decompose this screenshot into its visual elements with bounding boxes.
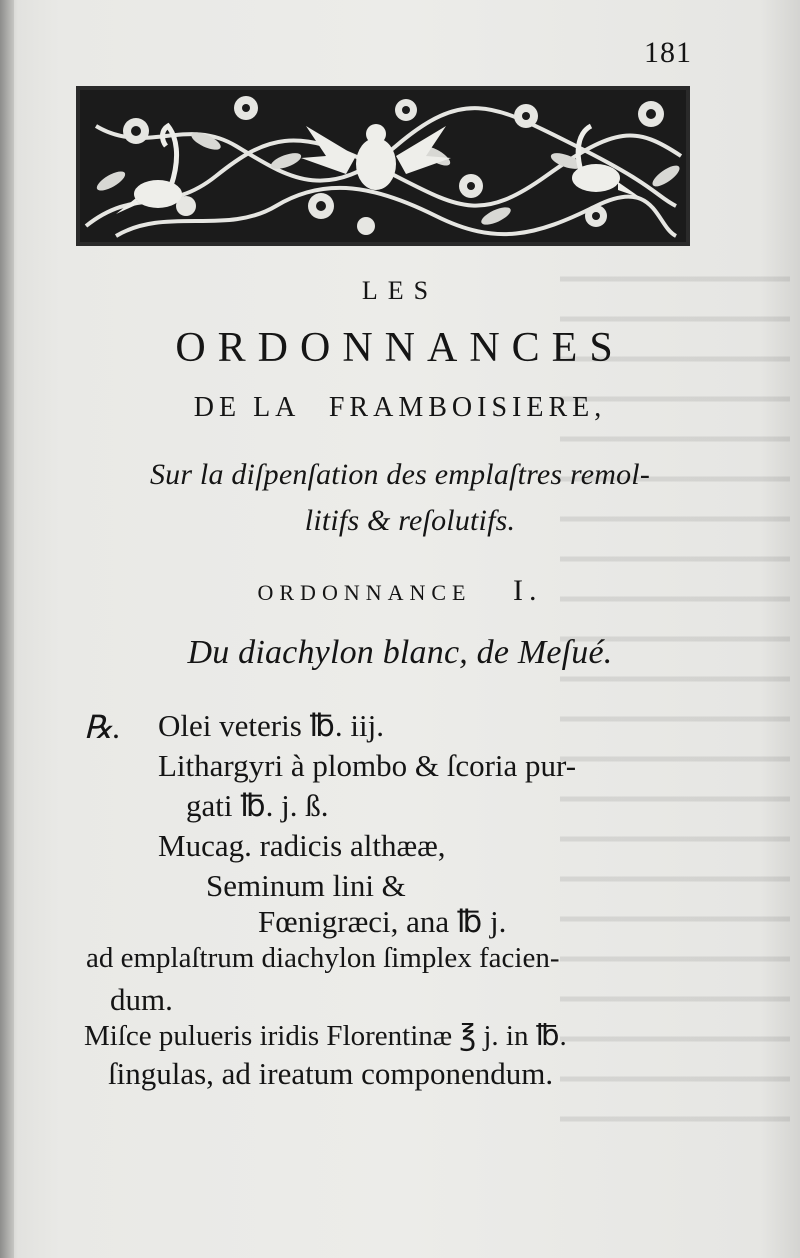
recipe-line: ſingulas, ad ireatum componendum. xyxy=(108,1056,554,1091)
recipe-rx-symbol: ℞. xyxy=(84,709,121,745)
section-label: ORDONNANCE xyxy=(257,580,472,605)
recipe-line: Seminum lini & xyxy=(206,868,406,903)
subtitle-line-2: litifs & reſolutifs. xyxy=(304,504,516,537)
recipe-line: Lithargyri à plombo & ſcoria pur- xyxy=(158,748,577,783)
page-spine-shadow xyxy=(0,0,14,1258)
bleed-through-text xyxy=(560,250,790,1130)
recipe-line: ad emplaſtrum diachylon ſimplex facien- xyxy=(86,942,560,974)
subtitle-line-1: Sur la diſpenſation des emplaſtres remol- xyxy=(149,458,651,491)
title-les: LES xyxy=(361,276,439,305)
title-de-la: DE LA xyxy=(193,392,299,423)
page-number: 181 xyxy=(644,36,692,69)
recipe-line: Miſce pulueris iridis Florentinæ ℥ j. in ℔. xyxy=(84,1020,567,1052)
title-framboisiere: FRAMBOISIERE, xyxy=(328,392,607,423)
recipe-line: gati ℔. j. ß. xyxy=(186,788,329,823)
recipe-line: Fœnigræci, ana ℔ j. xyxy=(258,904,507,939)
title-de-la-framboisiere xyxy=(40,392,760,424)
recipe-heading: Du diachylon blanc, de Meſué. xyxy=(187,634,613,671)
recipe-line: Olei veteris ℔. iij. xyxy=(158,708,384,743)
section-number: I. xyxy=(513,574,543,607)
floral-bird-headpiece-icon xyxy=(76,86,690,246)
section-heading xyxy=(40,574,760,608)
recipe-line: Mucag. radicis althææ, xyxy=(158,828,446,863)
title-ordonnances: ORDONNANCES xyxy=(175,325,625,371)
recipe-line: dum. xyxy=(110,982,173,1017)
